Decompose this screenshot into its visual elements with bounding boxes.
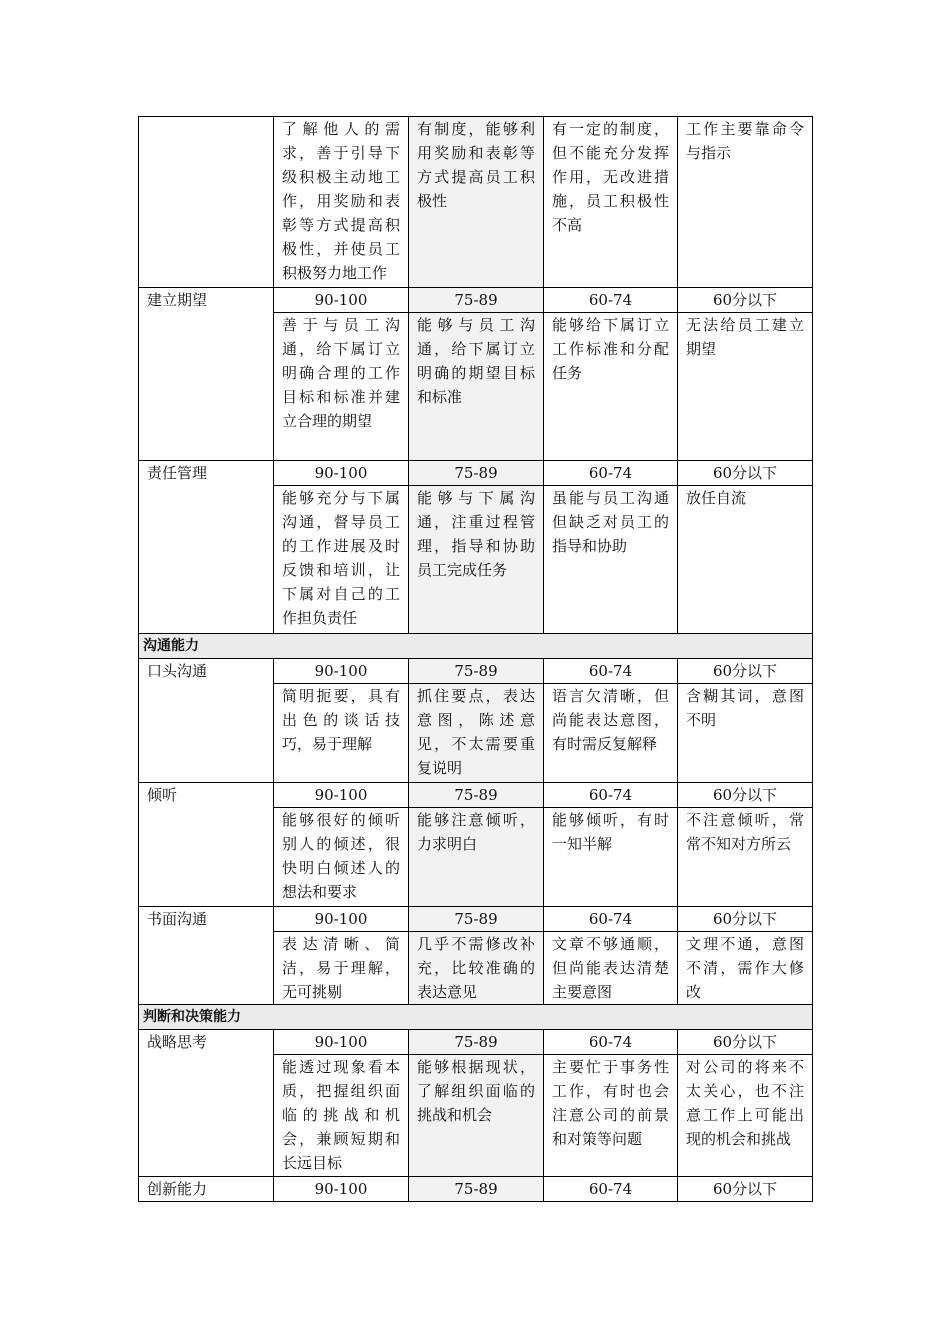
score-row [139, 659, 813, 684]
score-row [139, 461, 813, 486]
desc-poor: 文理不通，意图不清，需作大修改 [678, 932, 813, 1005]
score-row [139, 783, 813, 808]
score-range: 75-89 [409, 288, 544, 313]
table-row [139, 117, 813, 288]
desc-poor: 无法给员工建立期望 [678, 313, 813, 461]
desc-excellent: 了解他人的需求，善于引导下级积极主动地工作，用奖励和表彰等方式提高积极性，并使员工积极努力地工作 [274, 117, 409, 288]
criterion-name: 创新能力 [139, 1177, 274, 1202]
score-range: 75-89 [409, 1177, 544, 1202]
score-range: 60-74 [544, 659, 678, 684]
desc-fair: 主要忙于事务性工作，有时也会注意公司的前景和对策等问题 [544, 1055, 678, 1177]
score-range: 75-89 [409, 659, 544, 684]
score-range: 60分以下 [678, 659, 813, 684]
desc-poor: 工作主要靠命令与指示 [678, 117, 813, 288]
score-range: 60分以下 [678, 1030, 813, 1055]
desc-excellent: 能够很好的倾听别人的倾述，很快明白倾述人的想法和要求 [274, 808, 409, 907]
criterion-name: 战略思考 [139, 1030, 274, 1177]
criterion-name-cell [139, 117, 274, 288]
criterion-name: 书面沟通 [139, 907, 274, 1005]
score-row [139, 1030, 813, 1055]
score-range: 60分以下 [678, 461, 813, 486]
desc-fair: 能够给下属订立工作标准和分配任务 [544, 313, 678, 461]
score-range: 60分以下 [678, 288, 813, 313]
score-range: 60-74 [544, 783, 678, 808]
desc-fair: 有一定的制度，但不能充分发挥作用，无改进措施，员工积极性不高 [544, 117, 678, 288]
desc-excellent: 能够充分与下属沟通，督导员工的工作进展及时反馈和培训，让下属对自己的工作担负责任 [274, 486, 409, 634]
score-range: 90-100 [274, 659, 409, 684]
score-range: 75-89 [409, 783, 544, 808]
score-range: 90-100 [274, 907, 409, 932]
desc-poor: 含糊其词，意图不明 [678, 684, 813, 783]
score-range: 60-74 [544, 1177, 678, 1202]
desc-good: 能够与员工沟通，给下属订立明确的期望目标和标准 [409, 313, 544, 461]
score-range: 60分以下 [678, 783, 813, 808]
desc-good: 能够根据现状，了解组织面临的挑战和机会 [409, 1055, 544, 1177]
section-title: 沟通能力 [139, 634, 813, 659]
desc-good: 有制度，能够利用奖励和表彰等方式提高员工积极性 [409, 117, 544, 288]
criterion-name: 倾听 [139, 783, 274, 907]
score-range: 60-74 [544, 461, 678, 486]
score-range: 60-74 [544, 907, 678, 932]
desc-good: 能够与下属沟通，注重过程管理，指导和协助员工完成任务 [409, 486, 544, 634]
desc-poor: 放任自流 [678, 486, 813, 634]
desc-poor: 对公司的将来不太关心，也不注意工作上可能出现的机会和挑战 [678, 1055, 813, 1177]
score-range: 90-100 [274, 1030, 409, 1055]
score-range: 75-89 [409, 907, 544, 932]
desc-poor: 不注意倾听，常常不知对方所云 [678, 808, 813, 907]
score-range: 90-100 [274, 783, 409, 808]
score-range: 60分以下 [678, 1177, 813, 1202]
score-range: 90-100 [274, 1177, 409, 1202]
desc-good: 抓住要点，表达意图，陈述意见，不太需要重复说明 [409, 684, 544, 783]
desc-excellent: 善于与员工沟通，给下属订立明确合理的工作目标和标准并建立合理的期望 [274, 313, 409, 461]
desc-excellent: 简明扼要，具有出色的谈话技巧，易于理解 [274, 684, 409, 783]
desc-fair: 文章不够通顺，但尚能表达清楚主要意图 [544, 932, 678, 1005]
evaluation-table [138, 116, 813, 1202]
desc-excellent: 表达清晰、简洁，易于理解，无可挑剔 [274, 932, 409, 1005]
desc-fair: 能够倾听，有时一知半解 [544, 808, 678, 907]
score-range: 75-89 [409, 461, 544, 486]
section-header-row [139, 1005, 813, 1030]
desc-excellent: 能透过现象看本质，把握组织面临的挑战和机会，兼顾短期和长远目标 [274, 1055, 409, 1177]
desc-fair: 语言欠清晰，但尚能表达意图，有时需反复解释 [544, 684, 678, 783]
score-row [139, 1177, 813, 1202]
desc-good: 能够注意倾听，力求明白 [409, 808, 544, 907]
criterion-name: 建立期望 [139, 288, 274, 461]
score-range: 60-74 [544, 1030, 678, 1055]
score-range: 60分以下 [678, 907, 813, 932]
criterion-name: 口头沟通 [139, 659, 274, 783]
desc-good: 几乎不需修改补充，比较准确的表达意见 [409, 932, 544, 1005]
score-range: 75-89 [409, 1030, 544, 1055]
score-range: 60-74 [544, 288, 678, 313]
score-range: 90-100 [274, 461, 409, 486]
score-range: 90-100 [274, 288, 409, 313]
score-row [139, 288, 813, 313]
score-row [139, 907, 813, 932]
desc-fair: 虽能与员工沟通但缺乏对员工的指导和协助 [544, 486, 678, 634]
section-header-row [139, 634, 813, 659]
section-title: 判断和决策能力 [139, 1005, 813, 1030]
criterion-name: 责任管理 [139, 461, 274, 634]
